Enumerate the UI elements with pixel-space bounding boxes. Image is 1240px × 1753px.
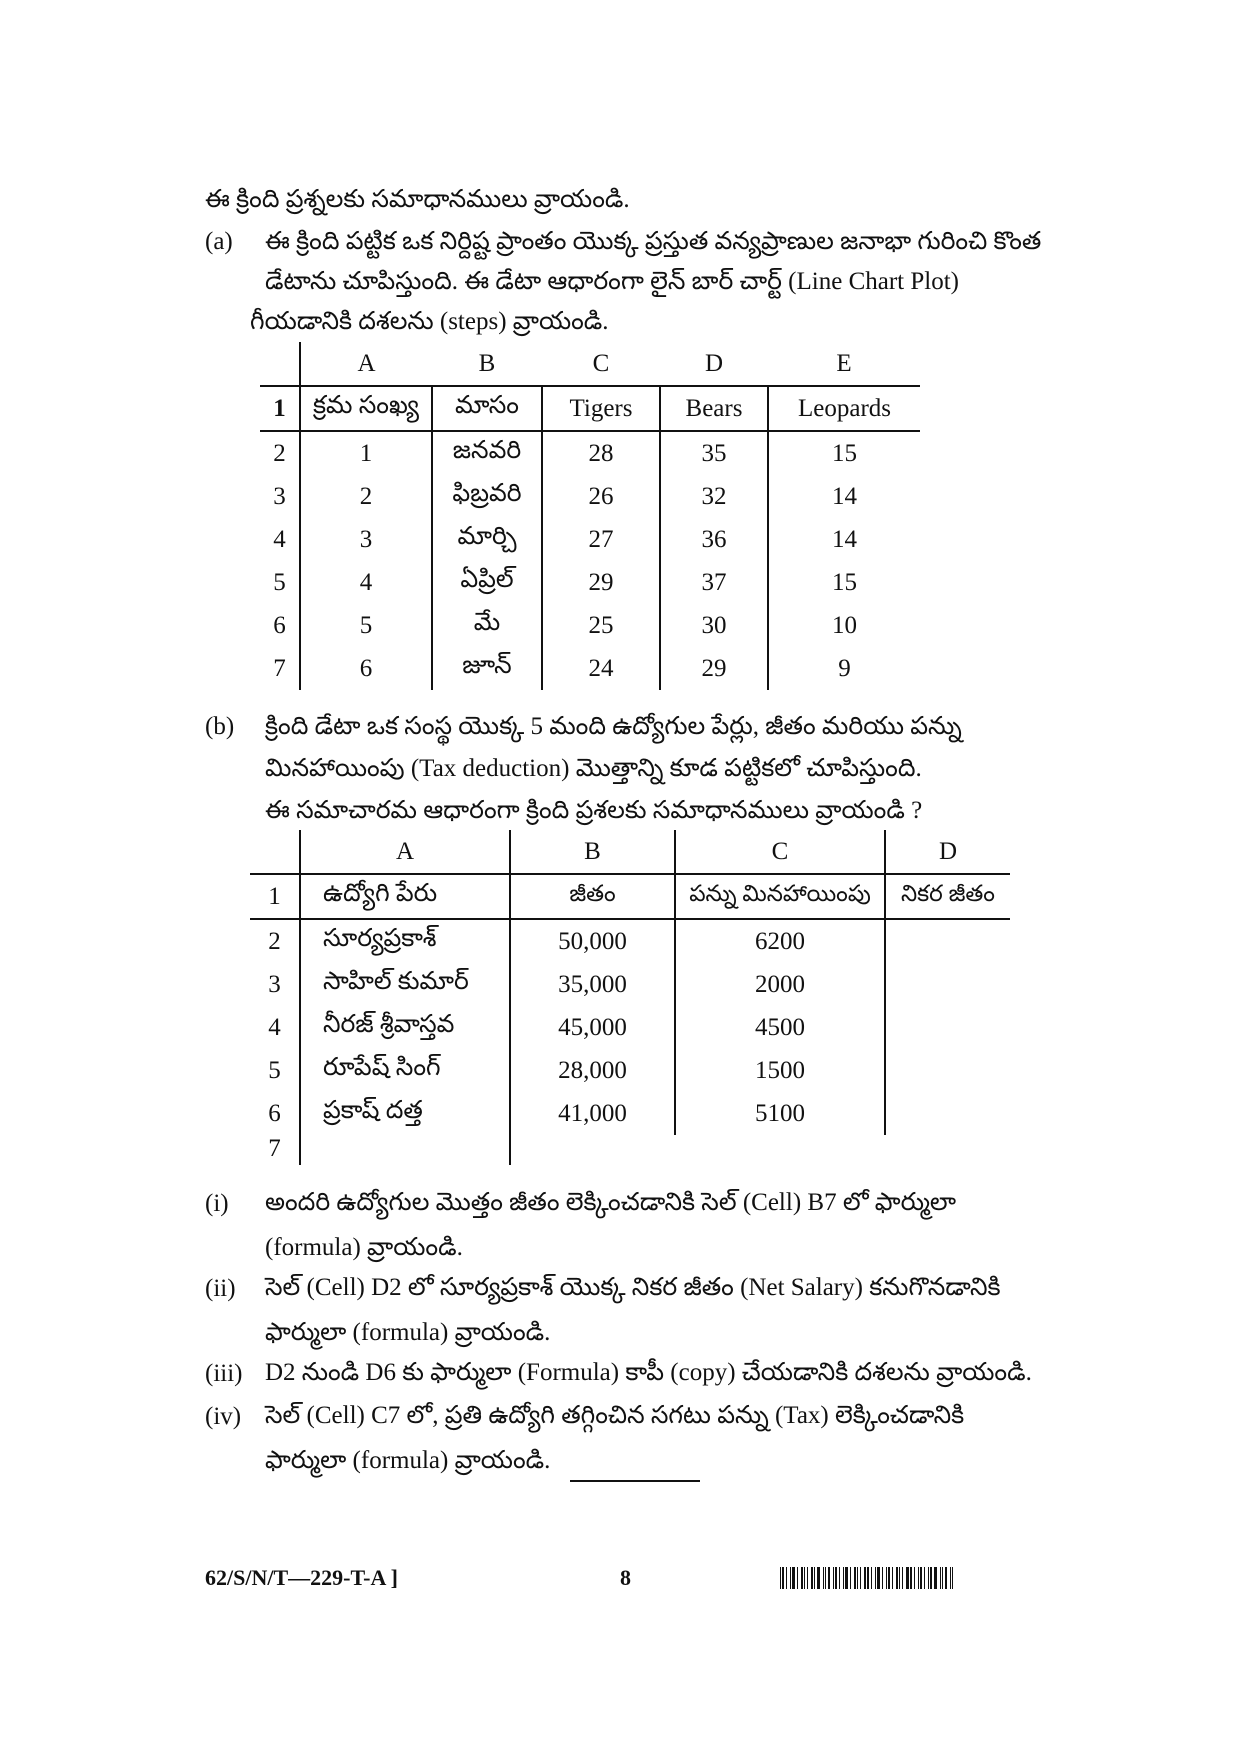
question-b-line-2: మినహాయింపు (Tax deduction) మొత్తాన్ని కూడ పట్టికలో చూపిస్తుంది. bbox=[265, 755, 922, 782]
row-number: 1 bbox=[250, 874, 300, 919]
table-row bbox=[260, 475, 920, 518]
cell: 4 bbox=[300, 561, 432, 604]
cell: 35,000 bbox=[510, 963, 675, 1006]
barcode-bar bbox=[825, 1567, 826, 1589]
cell: ఏప్రిల్ bbox=[432, 561, 542, 604]
barcode-bar bbox=[934, 1567, 937, 1589]
row-number: 3 bbox=[260, 475, 300, 518]
cell: 50,000 bbox=[510, 919, 675, 963]
barcode-bar bbox=[918, 1567, 919, 1589]
col-letter-b: B bbox=[478, 349, 496, 377]
barcode-bar bbox=[871, 1567, 872, 1589]
table-row bbox=[250, 1092, 1010, 1135]
cell: 14 bbox=[832, 482, 857, 510]
row-number: 7 bbox=[250, 1135, 300, 1165]
header-cell: జీతం bbox=[510, 874, 675, 919]
barcode bbox=[780, 1567, 990, 1589]
barcode-bar bbox=[839, 1567, 840, 1589]
cell: 30 bbox=[660, 604, 768, 647]
subq-ii-line-1: సెల్ (Cell) D2 లో సూర్యప్రకాశ్ యొక్క నికర జీతం (Net Salary) కనుగొనడానికి bbox=[265, 1274, 1001, 1301]
row-number: 4 bbox=[250, 1006, 300, 1049]
barcode-bar bbox=[910, 1567, 912, 1589]
barcode-bar bbox=[945, 1567, 947, 1589]
header-cell: నికర జీతం bbox=[885, 874, 1010, 919]
cell: 4500 bbox=[675, 1006, 885, 1049]
question-b-line-1: క్రింది డేటా ఒక సంస్థ యొక్క 5 మంది ఉద్యోగుల పేర్లు, జీతం మరియు పన్ను bbox=[265, 713, 962, 740]
table-row bbox=[250, 1135, 1010, 1165]
barcode-bar bbox=[804, 1567, 805, 1589]
cell: 24 bbox=[542, 647, 660, 690]
corner-cell bbox=[250, 830, 300, 874]
cell: 35 bbox=[660, 431, 768, 475]
col-letter-d: D bbox=[938, 837, 958, 865]
barcode-bar bbox=[892, 1567, 893, 1589]
barcode-bar bbox=[828, 1567, 830, 1589]
subq-ii-text bbox=[265, 1265, 1001, 1355]
barcode-bar bbox=[797, 1567, 798, 1589]
end-rule bbox=[570, 1480, 700, 1482]
table-row bbox=[250, 919, 1010, 963]
barcode-bar bbox=[817, 1567, 820, 1589]
cell: 27 bbox=[542, 518, 660, 561]
barcode-bar bbox=[801, 1567, 803, 1589]
barcode-bar bbox=[823, 1567, 824, 1589]
subq-iv-label: (iv) bbox=[205, 1403, 242, 1430]
cell: 37 bbox=[660, 561, 768, 604]
header-cell: Leopards bbox=[768, 386, 920, 431]
row-number: 2 bbox=[260, 431, 300, 475]
cell: 1 bbox=[300, 431, 432, 475]
cell: 26 bbox=[542, 475, 660, 518]
cell: రూపేష్ సింగ్ bbox=[300, 1049, 510, 1092]
cell: 45,000 bbox=[510, 1006, 675, 1049]
cell: 2000 bbox=[675, 963, 885, 1006]
barcode-bar bbox=[835, 1567, 837, 1589]
header-cell: ఉద్యోగి పేరు bbox=[300, 874, 510, 919]
barcode-bar bbox=[950, 1567, 951, 1589]
table-row bbox=[260, 647, 920, 690]
subq-iv-line-1: సెల్ (Cell) C7 లో, ప్రతి ఉద్యోగి తగ్గించిన సగటు పన్ను (Tax) లెక్కించడానికి bbox=[265, 1402, 965, 1429]
subq-i-line-2: (formula) వ్రాయండి. bbox=[265, 1234, 463, 1261]
page-number: 8 bbox=[620, 1565, 631, 1590]
cell: 3 bbox=[300, 518, 432, 561]
barcode-bar bbox=[886, 1567, 887, 1589]
col-letter-b: B bbox=[510, 830, 675, 874]
cell: మార్చి bbox=[432, 518, 542, 561]
cell: 36 bbox=[660, 518, 768, 561]
col-letter-e: E bbox=[836, 349, 852, 377]
barcode-bar bbox=[782, 1567, 784, 1589]
header-cell: పన్ను మినహాయింపు bbox=[675, 874, 885, 919]
subq-ii-label: (ii) bbox=[205, 1275, 236, 1302]
barcode-bar bbox=[790, 1567, 791, 1589]
row-number: 6 bbox=[260, 604, 300, 647]
barcode-bar bbox=[867, 1567, 869, 1589]
row-number: 3 bbox=[250, 963, 300, 1006]
cell: 28 bbox=[542, 431, 660, 475]
barcode-bar bbox=[920, 1567, 922, 1589]
col-letter-a: A bbox=[300, 830, 510, 874]
barcode-bar bbox=[896, 1567, 898, 1589]
barcode-bar bbox=[860, 1567, 861, 1589]
cell: 2 bbox=[300, 475, 432, 518]
header-cell: Tigers bbox=[542, 386, 660, 431]
row-number: 5 bbox=[260, 561, 300, 604]
question-b-line-3: ఈ సమాచారమ ఆధారంగా క్రింది ప్రశలకు సమాధానములు వ్రాయండి ? bbox=[265, 797, 923, 824]
question-a-line-3: గీయడానికి దశలను (steps) వ్రాయండి. bbox=[250, 308, 609, 335]
cell: 15 bbox=[832, 568, 857, 596]
salary-table bbox=[250, 830, 1010, 1165]
barcode-bar bbox=[888, 1567, 890, 1589]
cell: 9 bbox=[838, 654, 851, 682]
cell: 6 bbox=[300, 647, 432, 690]
barcode-bar bbox=[833, 1567, 834, 1589]
barcode-bar bbox=[906, 1567, 909, 1589]
barcode-bar bbox=[845, 1567, 848, 1589]
barcode-bar bbox=[952, 1567, 953, 1589]
cell: 6200 bbox=[675, 919, 885, 963]
subq-iii-label: (iii) bbox=[205, 1360, 243, 1387]
barcode-bar bbox=[807, 1567, 808, 1589]
subq-i-label: (i) bbox=[205, 1190, 229, 1217]
cell: 32 bbox=[660, 475, 768, 518]
cell: జూన్ bbox=[432, 647, 542, 690]
barcode-bar bbox=[942, 1567, 943, 1589]
barcode-bar bbox=[914, 1567, 915, 1589]
barcode-bar bbox=[940, 1567, 941, 1589]
row-number: 6 bbox=[250, 1092, 300, 1135]
cell: మే bbox=[432, 604, 542, 647]
col-letter-c: C bbox=[592, 349, 610, 377]
cell: 15 bbox=[832, 439, 857, 467]
barcode-bar bbox=[792, 1567, 795, 1589]
cell: ఫిబ్రవరి bbox=[432, 475, 542, 518]
table-row bbox=[250, 1006, 1010, 1049]
cell: 14 bbox=[832, 525, 857, 553]
cell: ప్రకాష్ దత్త bbox=[300, 1092, 510, 1135]
question-a-line-1: ఈ క్రింది పట్టిక ఒక నిర్దిష్ట ప్రాంతం యొక్క ప్రస్తుత వన్యప్రాణుల జనాభా గురించి కొంత bbox=[265, 228, 1042, 255]
barcode-bar bbox=[930, 1567, 932, 1589]
row-number: 7 bbox=[260, 647, 300, 690]
table-row bbox=[260, 604, 920, 647]
cell: 10 bbox=[832, 611, 857, 639]
barcode-bar bbox=[843, 1567, 844, 1589]
cell: నీరజ్ శ్రీవాస్తవ bbox=[300, 1006, 510, 1049]
barcode-bar bbox=[928, 1567, 929, 1589]
cell: 28,000 bbox=[510, 1049, 675, 1092]
barcode-bar bbox=[864, 1567, 866, 1589]
cell: 5 bbox=[300, 604, 432, 647]
row-number: 1 bbox=[260, 386, 300, 431]
header-cell: మాసం bbox=[432, 386, 542, 431]
barcode-bar bbox=[902, 1567, 903, 1589]
cell: సాహిల్ కుమార్ bbox=[300, 963, 510, 1006]
wildlife-table bbox=[260, 342, 920, 690]
corner-cell bbox=[260, 342, 300, 386]
subq-iv-line-2: ఫార్ములా (formula) వ్రాయండి. bbox=[265, 1447, 551, 1474]
table-row bbox=[250, 963, 1010, 1006]
row-number: 2 bbox=[250, 919, 300, 963]
cell: 29 bbox=[660, 647, 768, 690]
subq-i-text bbox=[265, 1180, 956, 1270]
barcode-bar bbox=[850, 1567, 851, 1589]
cell bbox=[885, 1049, 1010, 1092]
cell bbox=[510, 1135, 675, 1165]
barcode-bar bbox=[877, 1567, 880, 1589]
question-b-label: (b) bbox=[205, 713, 235, 740]
barcode-bar bbox=[882, 1567, 883, 1589]
header-cell: Bears bbox=[660, 386, 768, 431]
subq-ii-line-2: ఫార్ములా (formula) వ్రాయండి. bbox=[265, 1319, 551, 1346]
cell: 29 bbox=[542, 561, 660, 604]
table-row bbox=[260, 561, 920, 604]
cell bbox=[885, 1092, 1010, 1135]
cell bbox=[885, 1006, 1010, 1049]
barcode-bar bbox=[780, 1567, 781, 1589]
table-row bbox=[260, 518, 920, 561]
col-letter-d: D bbox=[704, 349, 724, 377]
cell bbox=[300, 1135, 510, 1165]
cell: 1500 bbox=[675, 1049, 885, 1092]
cell: 5100 bbox=[675, 1092, 885, 1135]
header-cell: క్రమ సంఖ్య bbox=[300, 386, 432, 431]
subq-iv-text bbox=[265, 1393, 964, 1483]
cell: సూర్యప్రకాశ్ bbox=[300, 919, 510, 963]
cell: 25 bbox=[542, 604, 660, 647]
question-a-label: (a) bbox=[205, 228, 233, 255]
paper-code: 62/S/N/T—229-T-A ] bbox=[205, 1565, 398, 1590]
question-a-line-2: డేటాను చూపిస్తుంది. ఈ డేటా ఆధారంగా లైన్ బార్ చార్ట్ (Line Chart Plot) bbox=[265, 268, 959, 295]
subq-i-line-1: అందరి ఉద్యోగుల మొత్తం జీతం లెక్కించడానికి సెల్ (Cell) B7 లో ఫార్ములా bbox=[265, 1189, 957, 1216]
cell: 41,000 bbox=[510, 1092, 675, 1135]
barcode-bar bbox=[899, 1567, 900, 1589]
cell: జనవరి bbox=[432, 431, 542, 475]
barcode-bar bbox=[786, 1567, 787, 1589]
cell bbox=[675, 1135, 885, 1165]
table-row bbox=[260, 431, 920, 475]
cell bbox=[885, 1135, 1010, 1165]
row-number: 5 bbox=[250, 1049, 300, 1092]
subq-iii-text bbox=[265, 1350, 1032, 1395]
instruction-text: ఈ క్రింది ప్రశ్నలకు సమాధానములు వ్రాయండి. bbox=[205, 186, 630, 213]
col-letter-c: C bbox=[675, 830, 885, 874]
barcode-bar bbox=[811, 1567, 813, 1589]
col-letter-a: A bbox=[357, 349, 376, 377]
table-row bbox=[250, 1049, 1010, 1092]
barcode-bar bbox=[875, 1567, 876, 1589]
barcode-bar bbox=[814, 1567, 815, 1589]
cell bbox=[885, 919, 1010, 963]
row-number: 4 bbox=[260, 518, 300, 561]
barcode-bar bbox=[857, 1567, 858, 1589]
barcode-bar bbox=[854, 1567, 856, 1589]
cell bbox=[885, 963, 1010, 1006]
barcode-bar bbox=[924, 1567, 925, 1589]
subq-iii-line-1: D2 నుండి D6 కు ఫార్ములా (Formula) కాపీ (copy) చేయడానికి దశలను వ్రాయండి. bbox=[265, 1359, 1032, 1386]
